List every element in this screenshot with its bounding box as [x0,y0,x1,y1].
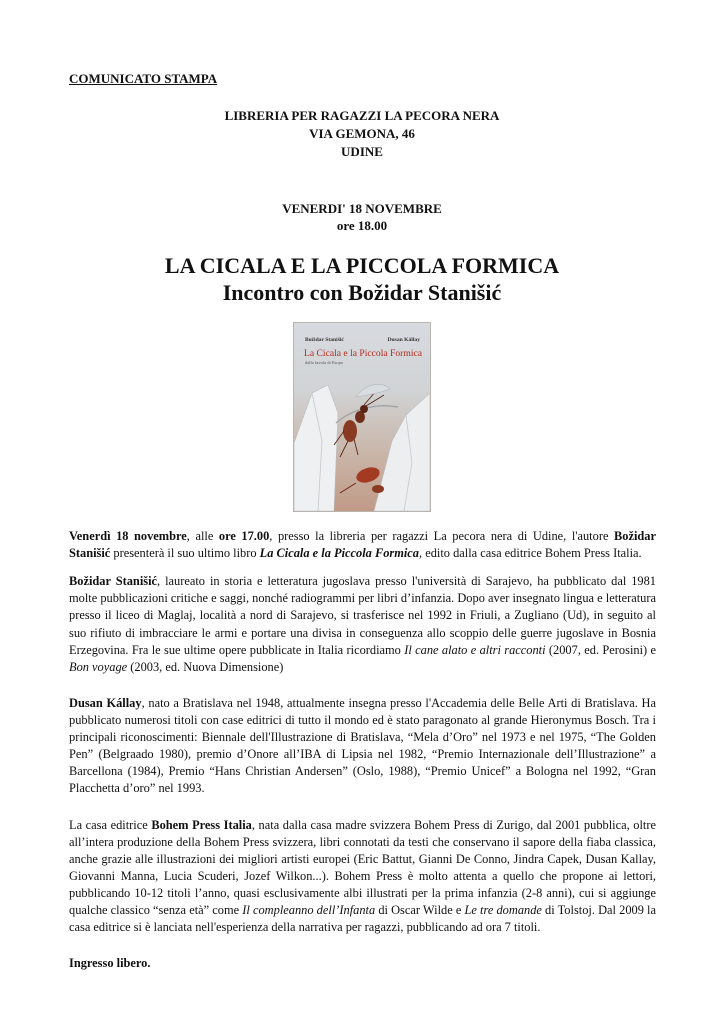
illustrator-bio-paragraph [69,695,656,798]
venue-address: VIA GEMONA, 46 [309,126,415,141]
text-span: di Oscar Wilde e [375,903,465,918]
event-title-block [0,252,724,306]
text-span: , laureato in storia e letteratura jugoslava presso l'università di Sarajevo, ha pubblicato dal 1981 molte pubblicazioni critiche e saggi, nonché radiogrammi per libri d’infanzia. Dopo aver insegnato lingua e letteratura presso il liceo di Maglaj, località a nord di Sarajevo, si trasferisce nel 1992 in Friuli, a Zugliano (Ud), in seguito al suo rifiuto di imbracciare le armi e portare una divisa in conseguenza allo scoppio delle guerre jugoslave in Bosnia Erzegovina. Fra le sue ultime opere pubblicate in Italia ricordiamo [69,574,656,657]
press-release-heading: COMUNICATO STAMPA [69,71,218,86]
event-day-text: Venerdì 18 novembre [69,529,187,543]
text-span: , edito dalla casa editrice Bohem Press Italia. [419,546,642,561]
text-span: , presso la libreria per ragazzi La pecora nera di Udine, l'autore [269,529,614,543]
event-date: VENERDI' 18 NOVEMBRE [282,201,442,216]
illustrator-name: Dusan Kállay [69,695,142,710]
free-entry-note [69,955,656,972]
event-hour-text: ore 17.00 [218,529,270,543]
text-span: , alle [186,529,219,543]
event-time: ore 18.00 [336,218,388,233]
cover-author: Božidar Stanišić [305,337,344,343]
intro-paragraph [69,528,656,562]
publisher-paragraph [69,817,656,937]
event-title: LA CICALA E LA PICCOLA FORMICA [164,253,560,278]
work-title: Le tre domande [464,903,542,918]
author-name: Božidar Stanišić [69,529,656,561]
free-entry-text: Ingresso libero. [69,956,151,971]
author-bio-paragraph [69,573,656,676]
work-title: Bon voyage [69,659,128,674]
event-datetime [0,200,724,234]
book-title: La Cicala e la Piccola Formica [259,546,420,561]
venue-name: LIBRERIA PER RAGAZZI LA PECORA NERA [224,108,500,123]
venue-block [0,107,724,161]
event-subtitle: Incontro con Božidar Stanišić [222,280,502,305]
text-span: La casa editrice [69,817,152,832]
cover-subtitle: dalla favola di Esopo [305,360,344,365]
text-span: (2007, ed. Perosini) e [545,642,657,657]
work-title: Il compleanno dell’Infanta [242,903,376,918]
press-release-body [69,528,656,983]
text-span: , nato a Bratislava nel 1948, attualmente insegna presso l'Accademia delle Belle Arti di Bratislava. Ha pubblicato numerosi titoli con case editrici di tutto il mondo ed è stato paragonato al grande Hieronymus Bosch. Tra i principali riconoscimenti: Biennale dell'Illustrazione di Bratislava, “Mela d’Oro” nel 1973 e nel 1975, “The Golden Pen” (Belgraado 1980), premio d’Onore all’IBA di Lipsia nel 1982, “Premio Internazionale dell’Illustrazione” a Barcellona (1984), Premio “Hans Christian Andersen” (Oslo, 1988), “Premio Unicef” a Bologna nel 1992, “Gran Placchetta d’oro” nel 1993. [69,695,656,796]
cover-illustrator: Dusan Kállay [387,337,420,343]
author-name: Božidar Stanišić [69,574,158,589]
work-title: Il cane alato e altri racconti [404,642,546,657]
publisher-name: Bohem Press Italia [151,817,252,832]
text-span: , nata dalla casa madre svizzera Bohem Press di Zurigo, dal 2001 pubblica, oltre all’intera produzione della Bohem Press svizzera, libri connotati da testi che conservano il sapore della fiaba classica, anche grazie alle illustrazioni dei migliori artisti europei (Eric Battut, Gianni De Conno, Jindra Capek, Dusan Kallay, Giovanni Manna, Lucia Scuderi, Jozef Wilkon...). Bohem Press è molto attenta a quello che propone ai lettori, pubblicando 10-12 titoli l’anno, quasi esclusivamente albi illustrati per la prima infanzia (2-8 anni), cui si aggiunge qualche classico “senza età” come [69,817,656,918]
text-span: di Tolstoj. Dal 2009 la casa editrice si è lanciata nell'esperienza della narrativa per ragazzi, pubblicando ad ora 7 titoli. [69,903,656,935]
text-span: (2003, ed. Nuova Dimensione) [127,659,284,674]
book-cover-image [294,323,430,511]
text-span: presenterà il suo ultimo libro [110,546,260,561]
venue-city: UDINE [341,144,383,159]
cover-title: La Cicala e la Piccola Formica [304,348,423,359]
